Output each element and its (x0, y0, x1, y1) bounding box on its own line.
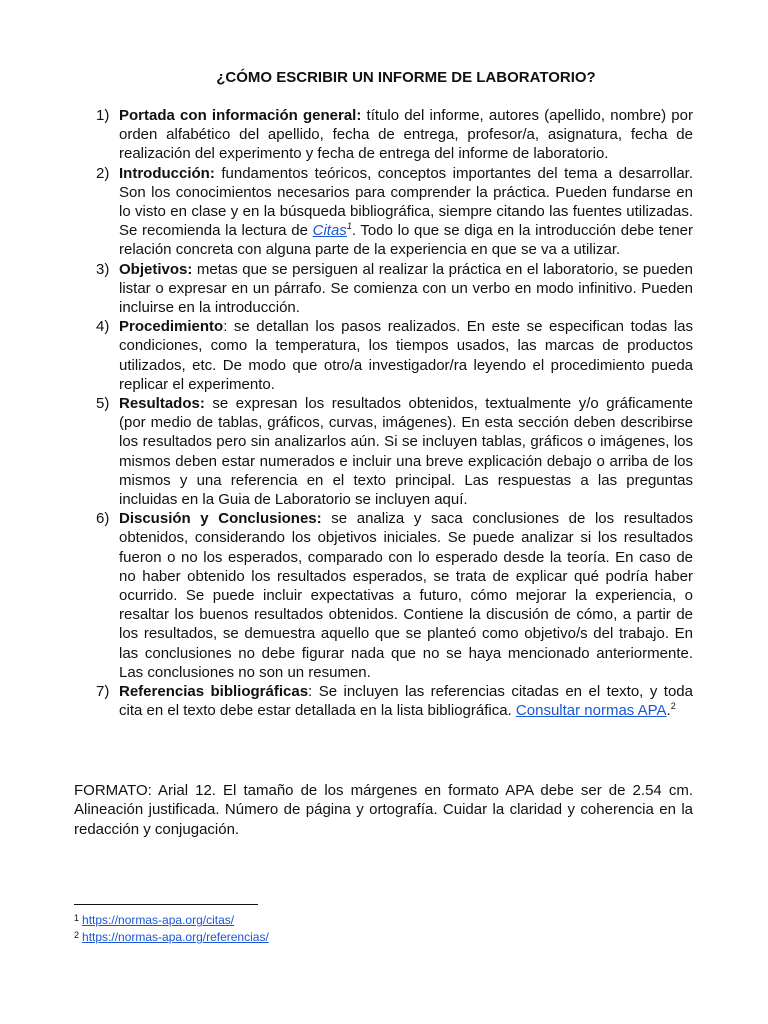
format-paragraph: FORMATO: Arial 12. El tamaño de los márgenes en formato APA debe ser de 2.54 cm. Alineación justificada. Número de página y ortografía. Cuidar la claridad y coherencia en la redacción y conjugación. (74, 782, 693, 838)
list-item-portada (96, 106, 693, 164)
item-text: . Todo lo que se diga en la introducción debe tener relación concreta con alguna parte de la experiencia en que se va a utilizar. (119, 222, 693, 259)
item-term: Discusión y Conclusiones: (119, 510, 322, 528)
page-title: ¿CÓMO ESCRIBIR UN INFORME DE LABORATORIO? (216, 69, 596, 86)
footnote-mark: 2 (74, 930, 80, 940)
footnote-ref: 2 (670, 701, 676, 712)
item-text: : se detallan los pasos realizados. En este se especifican todas las condiciones, como la temperatura, los tiempos usados, las marcas de productos utilizados, etc. De modo que otro/a investigador/ra leyendo el procedimiento pueda replicar el experimento. (119, 318, 693, 393)
footnote-2 (74, 928, 269, 945)
item-term: Resultados: (119, 395, 205, 413)
item-text: . (666, 702, 671, 720)
footnote-link-referencias[interactable]: https://normas-apa.org/referencias/ (82, 930, 269, 944)
item-term: Portada con información general: (119, 107, 362, 124)
item-text: título del informe, autores (apellido, nombre) por orden alfabético del apellido, fecha de entrega, profesor/a, asignatura, fecha de realización del experimento y fecha de entrega del informe de laboratorio. (119, 107, 693, 163)
footnote-ref: 1 (346, 221, 352, 232)
list-item-introduccion (96, 164, 693, 260)
item-text: se analiza y saca conclusiones de los resultados obtenidos, considerando los objetivos iniciales. Se puede analizar si los resultados fueron o no los esperados, comparado con lo esperado desde la teoría. En caso de no haber obtenido los resultados esperados, se trata de explicar qué podría haber ocurrido. Se puede incluir expectativas a futuro, cómo mejorar la experiencia, o resaltar los buenos resultados obtenidos. Contiene la discusión de cómo, a partir de los resultados, se demuestra aquello que se planteó como objetivo/s del trabajo. En las conclusiones no debe figurar nada que no se haya mencionado anteriormente. Las conclusiones no son un resumen. (119, 510, 693, 681)
item-text: : Se incluyen las referencias citadas en el texto, y toda cita en el texto debe estar detallada en la lista bibliográfica. (119, 683, 693, 720)
item-term: Introducción: (119, 164, 215, 182)
item-text: metas que se persiguen al realizar la práctica en el laboratorio, se pueden listar o expresar en un párrafo. Se comienza con un verbo en modo infinitivo. Pueden incluirse en la introducción. (119, 260, 693, 317)
list-item-number: 2) (96, 164, 110, 182)
list-item-number: 5) (96, 395, 110, 413)
citas-link[interactable]: Citas (312, 222, 347, 240)
list-item-objetivos (96, 260, 693, 318)
normas-apa-link[interactable]: Consultar normas APA (515, 702, 667, 720)
list-item-referencias (96, 682, 693, 720)
list-item-procedimiento (96, 317, 693, 394)
item-text: se expresan los resultados obtenidos, textualmente y/o gráficamente (por medio de tablas, gráficos, curvas, imágenes). En esta sección deben describirse los resultados pero sin analizarlos aún. Si se incluyen tablas, gráficos o imágenes, los mismos deben estar numerados e incluir una breve explicación debajo o arriba de los mismos y una referencia en el texto principal. Las respuestas a las preguntas incluidas en la Guia de Laboratorio se incluyen aquí. (119, 395, 693, 509)
list-item-number: 4) (96, 318, 110, 336)
item-term: Objetivos: (119, 260, 193, 278)
footnote-1 (74, 911, 269, 928)
footnote-mark: 1 (74, 913, 80, 923)
footnotes (74, 911, 269, 945)
sections-list (96, 106, 693, 721)
list-item-number: 7) (96, 683, 110, 701)
list-item-discusion (96, 509, 693, 682)
footnote-link-citas[interactable]: https://normas-apa.org/citas/ (82, 913, 235, 927)
list-item-resultados (96, 394, 693, 509)
list-item-number: 1) (96, 107, 110, 124)
item-term: Referencias bibliográficas (119, 683, 309, 701)
item-text: fundamentos teóricos, conceptos importantes del tema a desarrollar. Son los conocimientos necesarios para comprender la práctica. Pueden fundarse en lo visto en clase y en la búsqueda bibliográfica, siempre citando las fuentes utilizadas. Se recomienda la lectura de (119, 164, 693, 240)
list-item-number: 3) (96, 260, 110, 278)
footnote-divider (74, 904, 258, 905)
item-term: Procedimiento (119, 318, 224, 336)
list-item-number: 6) (96, 510, 110, 528)
